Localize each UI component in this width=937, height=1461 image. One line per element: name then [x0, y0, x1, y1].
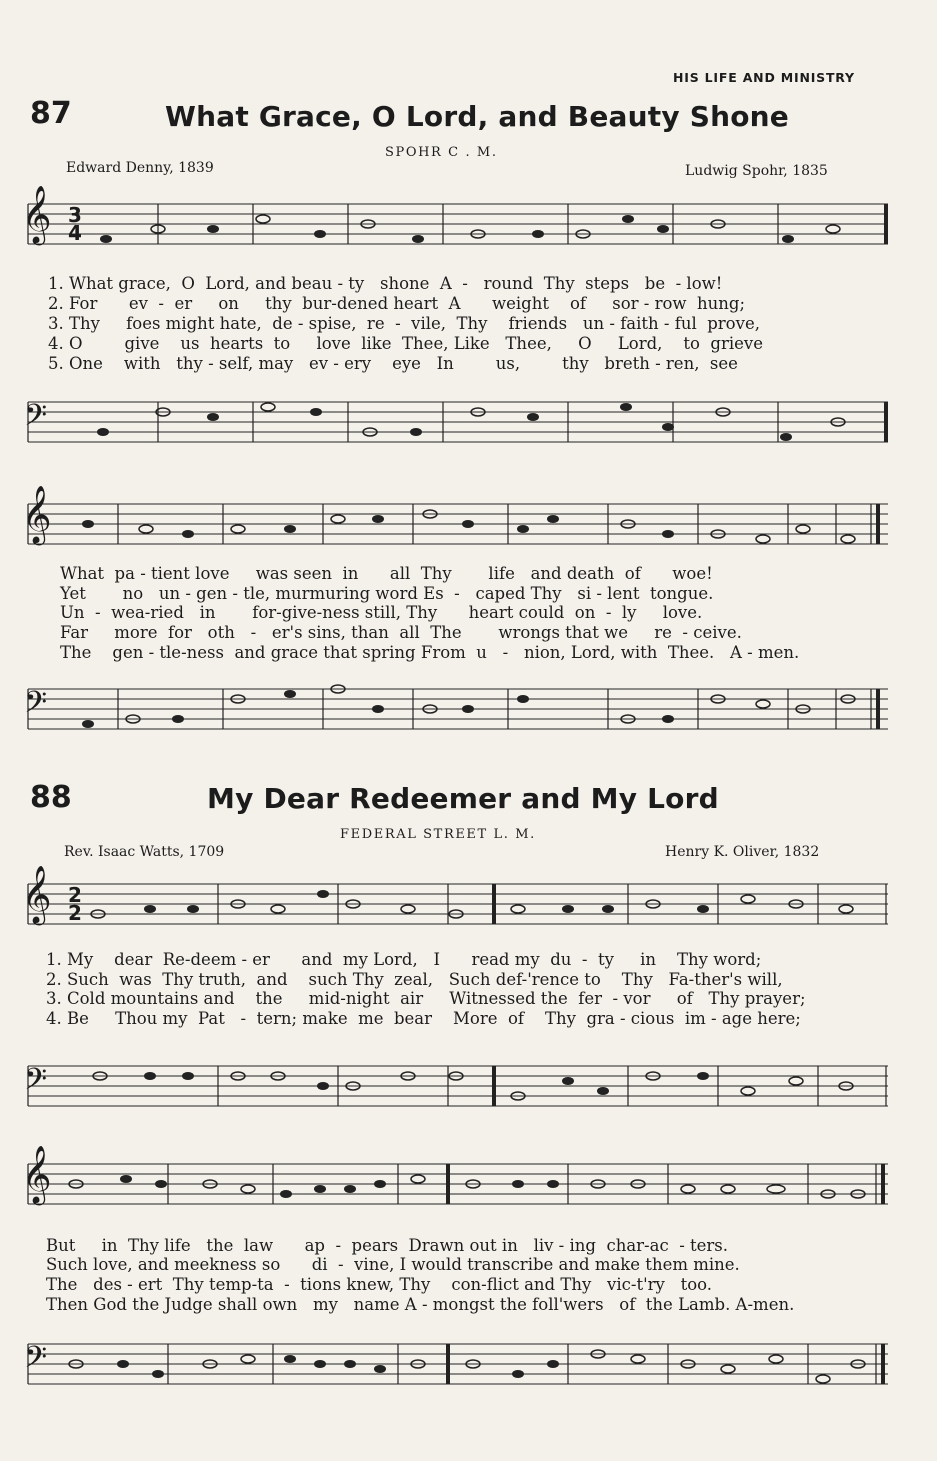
verse-line: 3. Thy foes might hate, de - spise, re - vile, Thy friends un - faith - ful prove, [48, 314, 760, 333]
verse-line: 1. What grace, O Lord, and beau - ty shone A - round Thy steps be - low! [48, 274, 723, 293]
words-credit: Edward Denny, 1839 [66, 160, 214, 176]
verse-line: Yet no un - gen - tle, murmuring word Es - caped Thy si - lent tongue. [60, 584, 714, 603]
verse-line: The gen - tle-ness and grace that spring From u - nion, Lord, with Thee. A - men. [60, 643, 800, 662]
verse-line: 4. Be Thou my Pat - tern; make me bear More of Thy gra - cious im - age here; [46, 1009, 801, 1028]
verse-line: The des - ert Thy temp-ta - tions knew, Thy con-flict and Thy vic-t'ry too. [46, 1275, 713, 1294]
words-credit: Rev. Isaac Watts, 1709 [64, 844, 225, 860]
verse-line: 3. Cold mountains and the mid-night air Witnessed the fer - vor of Thy prayer; [46, 989, 806, 1008]
treble-staff [28, 1160, 888, 1220]
time-signature: 3 4 [68, 203, 82, 245]
time-signature: 2 2 [68, 883, 82, 925]
bass-staff [28, 1340, 888, 1400]
verse-line: What pa - tient love was seen in all Thy life and death of woe! [60, 564, 713, 583]
hymn-number: 87 [30, 96, 72, 131]
verse-line: 5. One with thy - self, may ev - ery eye In us, thy breth - ren, see [48, 354, 738, 373]
music-credit: Henry K. Oliver, 1832 [665, 844, 820, 860]
bass-staff [28, 685, 888, 745]
verse-line: Un - wea-ried in for-give-ness still, Thy heart could on - ly love. [60, 603, 703, 622]
verse-line: Then God the Judge shall own my name A - mongst the foll'wers of the Lamb. A-men. [46, 1295, 795, 1314]
hymn-title: What Grace, O Lord, and Beauty Shone [165, 100, 789, 133]
bass-clef-icon: 𝄢 [24, 1063, 48, 1104]
verse-line: But in Thy life the law ap - pears Drawn out in liv - ing char-ac - ters. [46, 1236, 729, 1255]
section-heading: HIS LIFE AND MINISTRY [673, 70, 855, 85]
hymn-title: My Dear Redeemer and My Lord [207, 782, 719, 815]
treble-clef-icon: 𝄞 [22, 485, 52, 543]
bass-clef-icon: 𝄢 [24, 686, 48, 727]
verse-line: Far more for oth - er's sins, than all The wrongs that we re - ceive. [60, 623, 742, 642]
bass-staff [28, 1062, 888, 1122]
bass-clef-icon: 𝄢 [24, 399, 48, 440]
treble-staff [28, 880, 888, 940]
treble-clef-icon: 𝄞 [22, 185, 52, 243]
bass-staff [28, 398, 888, 458]
music-credit: Ludwig Spohr, 1835 [685, 163, 828, 179]
treble-staff [28, 200, 888, 260]
verse-line: 4. O give us hearts to love like Thee, Like Thee, O Lord, to grieve [48, 334, 764, 353]
verse-line: 2. Such was Thy truth, and such Thy zeal, Such def-'rence to Thy Fa-ther's will, [46, 970, 783, 989]
verse-line: Such love, and meekness so di - vine, I would transcribe and make them mine. [46, 1255, 740, 1274]
treble-clef-icon: 𝄞 [22, 865, 52, 923]
hymn-number: 88 [30, 780, 72, 815]
treble-staff [28, 500, 888, 560]
bass-clef-icon: 𝄢 [24, 1341, 48, 1382]
treble-clef-icon: 𝄞 [22, 1145, 52, 1203]
tune-name: SPOHR C . M. [385, 145, 498, 160]
tune-name: FEDERAL STREET L. M. [340, 827, 536, 842]
verse-line: 1. My dear Re-deem - er and my Lord, I read my du - ty in Thy word; [46, 950, 762, 969]
verse-line: 2. For ev - er on thy bur-dened heart A weight of sor - row hung; [48, 294, 746, 313]
